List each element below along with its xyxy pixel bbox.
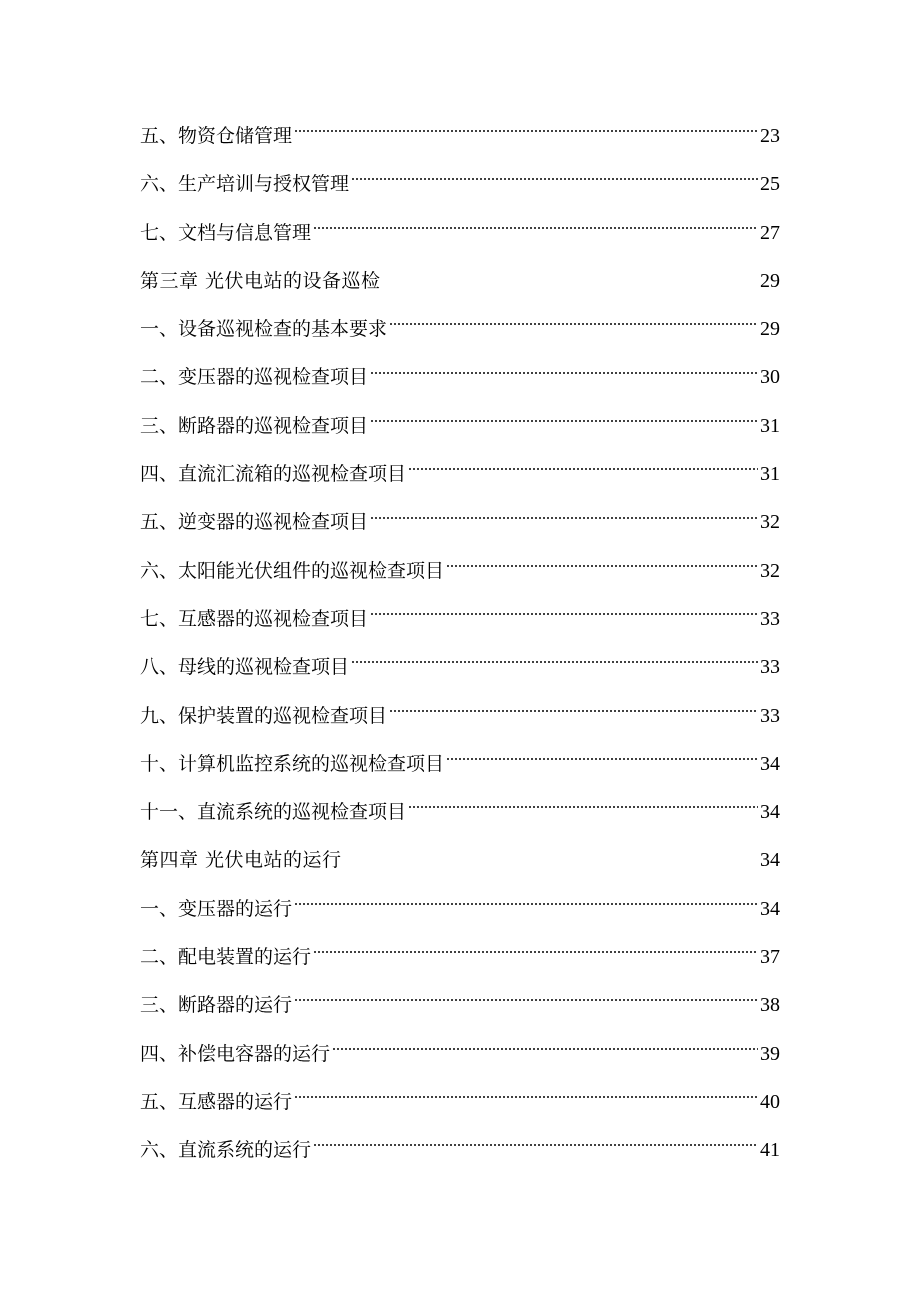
toc-entry[interactable] bbox=[140, 498, 780, 546]
toc-entry[interactable] bbox=[140, 305, 780, 353]
toc-page-number: 32 bbox=[760, 511, 780, 534]
toc-page-number: 27 bbox=[760, 221, 780, 244]
toc-page-number: 34 bbox=[760, 801, 780, 824]
toc-page-number: 38 bbox=[760, 994, 780, 1017]
toc-entry-title: 六、太阳能光伏组件的巡视检查项目 bbox=[140, 559, 445, 582]
toc-page-number: 41 bbox=[760, 1139, 780, 1162]
toc-dot-leader bbox=[370, 372, 758, 374]
toc-page-number: 33 bbox=[760, 704, 780, 727]
toc-entry-title: 第三章 光伏电站的设备巡检 bbox=[140, 269, 381, 292]
toc-dot-leader bbox=[313, 1144, 758, 1146]
toc-entry-title: 六、生产培训与授权管理 bbox=[140, 173, 350, 196]
toc-entry[interactable] bbox=[140, 740, 780, 788]
toc-entry[interactable] bbox=[140, 450, 780, 498]
toc-dot-leader bbox=[408, 468, 758, 470]
toc-page-number: 34 bbox=[760, 897, 780, 920]
toc-entry-title: 十一、直流系统的巡视检查项目 bbox=[140, 801, 407, 824]
toc-page-number: 30 bbox=[760, 366, 780, 389]
toc-dot-leader bbox=[294, 903, 758, 905]
toc-page-number: 31 bbox=[760, 414, 780, 437]
toc-entry[interactable] bbox=[140, 209, 780, 257]
toc-entry-title: 五、逆变器的巡视检查项目 bbox=[140, 511, 369, 534]
toc-page-number: 32 bbox=[760, 559, 780, 582]
toc-entry[interactable] bbox=[140, 643, 780, 691]
toc-chapter-heading[interactable] bbox=[140, 836, 780, 884]
toc-page-number: 33 bbox=[760, 656, 780, 679]
toc-page-number: 34 bbox=[760, 752, 780, 775]
toc-entry[interactable] bbox=[140, 692, 780, 740]
toc-entry[interactable] bbox=[140, 547, 780, 595]
toc-entry-title: 四、补偿电容器的运行 bbox=[140, 1042, 331, 1065]
toc-entry-title: 十、计算机监控系统的巡视检查项目 bbox=[140, 752, 445, 775]
toc-entry-title: 五、互感器的运行 bbox=[140, 1090, 293, 1113]
table-of-contents bbox=[140, 112, 780, 1175]
toc-dot-leader bbox=[370, 517, 758, 519]
toc-chapter-heading[interactable] bbox=[140, 257, 780, 305]
toc-dot-leader bbox=[313, 227, 758, 229]
toc-dot-leader bbox=[389, 323, 758, 325]
toc-entry-title: 二、配电装置的运行 bbox=[140, 946, 312, 969]
toc-entry[interactable] bbox=[140, 1078, 780, 1126]
toc-entry[interactable] bbox=[140, 595, 780, 643]
toc-entry-title: 六、直流系统的运行 bbox=[140, 1139, 312, 1162]
toc-page-number: 23 bbox=[760, 125, 780, 147]
toc-page-number: 37 bbox=[760, 946, 780, 969]
toc-dot-leader bbox=[294, 130, 758, 132]
toc-dot-leader bbox=[332, 1048, 758, 1050]
toc-page-number: 34 bbox=[760, 849, 780, 872]
toc-entry[interactable] bbox=[140, 788, 780, 836]
toc-entry-title: 三、断路器的巡视检查项目 bbox=[140, 414, 369, 437]
toc-entry-title: 二、变压器的巡视检查项目 bbox=[140, 366, 369, 389]
toc-entry-title: 一、变压器的运行 bbox=[140, 897, 293, 920]
toc-dot-leader bbox=[446, 758, 758, 760]
toc-page-number: 25 bbox=[760, 173, 780, 196]
toc-entry[interactable] bbox=[140, 402, 780, 450]
toc-dot-leader bbox=[408, 806, 758, 808]
toc-dot-leader bbox=[351, 661, 758, 663]
toc-entry-title: 第四章 光伏电站的运行 bbox=[140, 849, 342, 872]
toc-dot-leader bbox=[351, 178, 758, 180]
toc-entry[interactable] bbox=[140, 1030, 780, 1078]
toc-entry-title: 一、设备巡视检查的基本要求 bbox=[140, 318, 388, 341]
toc-entry[interactable] bbox=[140, 112, 780, 160]
toc-dot-leader bbox=[383, 275, 758, 277]
toc-page-number: 33 bbox=[760, 607, 780, 630]
toc-dot-leader bbox=[389, 710, 758, 712]
toc-page-number: 31 bbox=[760, 463, 780, 486]
toc-dot-leader bbox=[294, 999, 758, 1001]
toc-entry[interactable] bbox=[140, 933, 780, 981]
toc-dot-leader bbox=[370, 420, 758, 422]
toc-dot-leader bbox=[370, 613, 758, 615]
toc-entry-title: 五、物资仓储管理 bbox=[140, 125, 293, 147]
toc-entry[interactable] bbox=[140, 1126, 780, 1174]
toc-page-number: 29 bbox=[760, 269, 780, 292]
toc-dot-leader bbox=[294, 1096, 758, 1098]
toc-entry[interactable] bbox=[140, 160, 780, 208]
toc-entry-title: 九、保护装置的巡视检查项目 bbox=[140, 704, 388, 727]
toc-entry-title: 七、互感器的巡视检查项目 bbox=[140, 607, 369, 630]
toc-entry-title: 八、母线的巡视检查项目 bbox=[140, 656, 350, 679]
toc-entry-title: 七、文档与信息管理 bbox=[140, 221, 312, 244]
toc-page-number: 40 bbox=[760, 1090, 780, 1113]
toc-dot-leader bbox=[446, 565, 758, 567]
toc-entry-title: 四、直流汇流箱的巡视检查项目 bbox=[140, 463, 407, 486]
toc-dot-leader bbox=[313, 951, 758, 953]
toc-page-number: 29 bbox=[760, 318, 780, 341]
toc-entry[interactable] bbox=[140, 885, 780, 933]
toc-entry[interactable] bbox=[140, 353, 780, 401]
toc-entry[interactable] bbox=[140, 981, 780, 1029]
toc-dot-leader bbox=[344, 855, 758, 857]
toc-entry-title: 三、断路器的运行 bbox=[140, 994, 293, 1017]
toc-page-number: 39 bbox=[760, 1042, 780, 1065]
